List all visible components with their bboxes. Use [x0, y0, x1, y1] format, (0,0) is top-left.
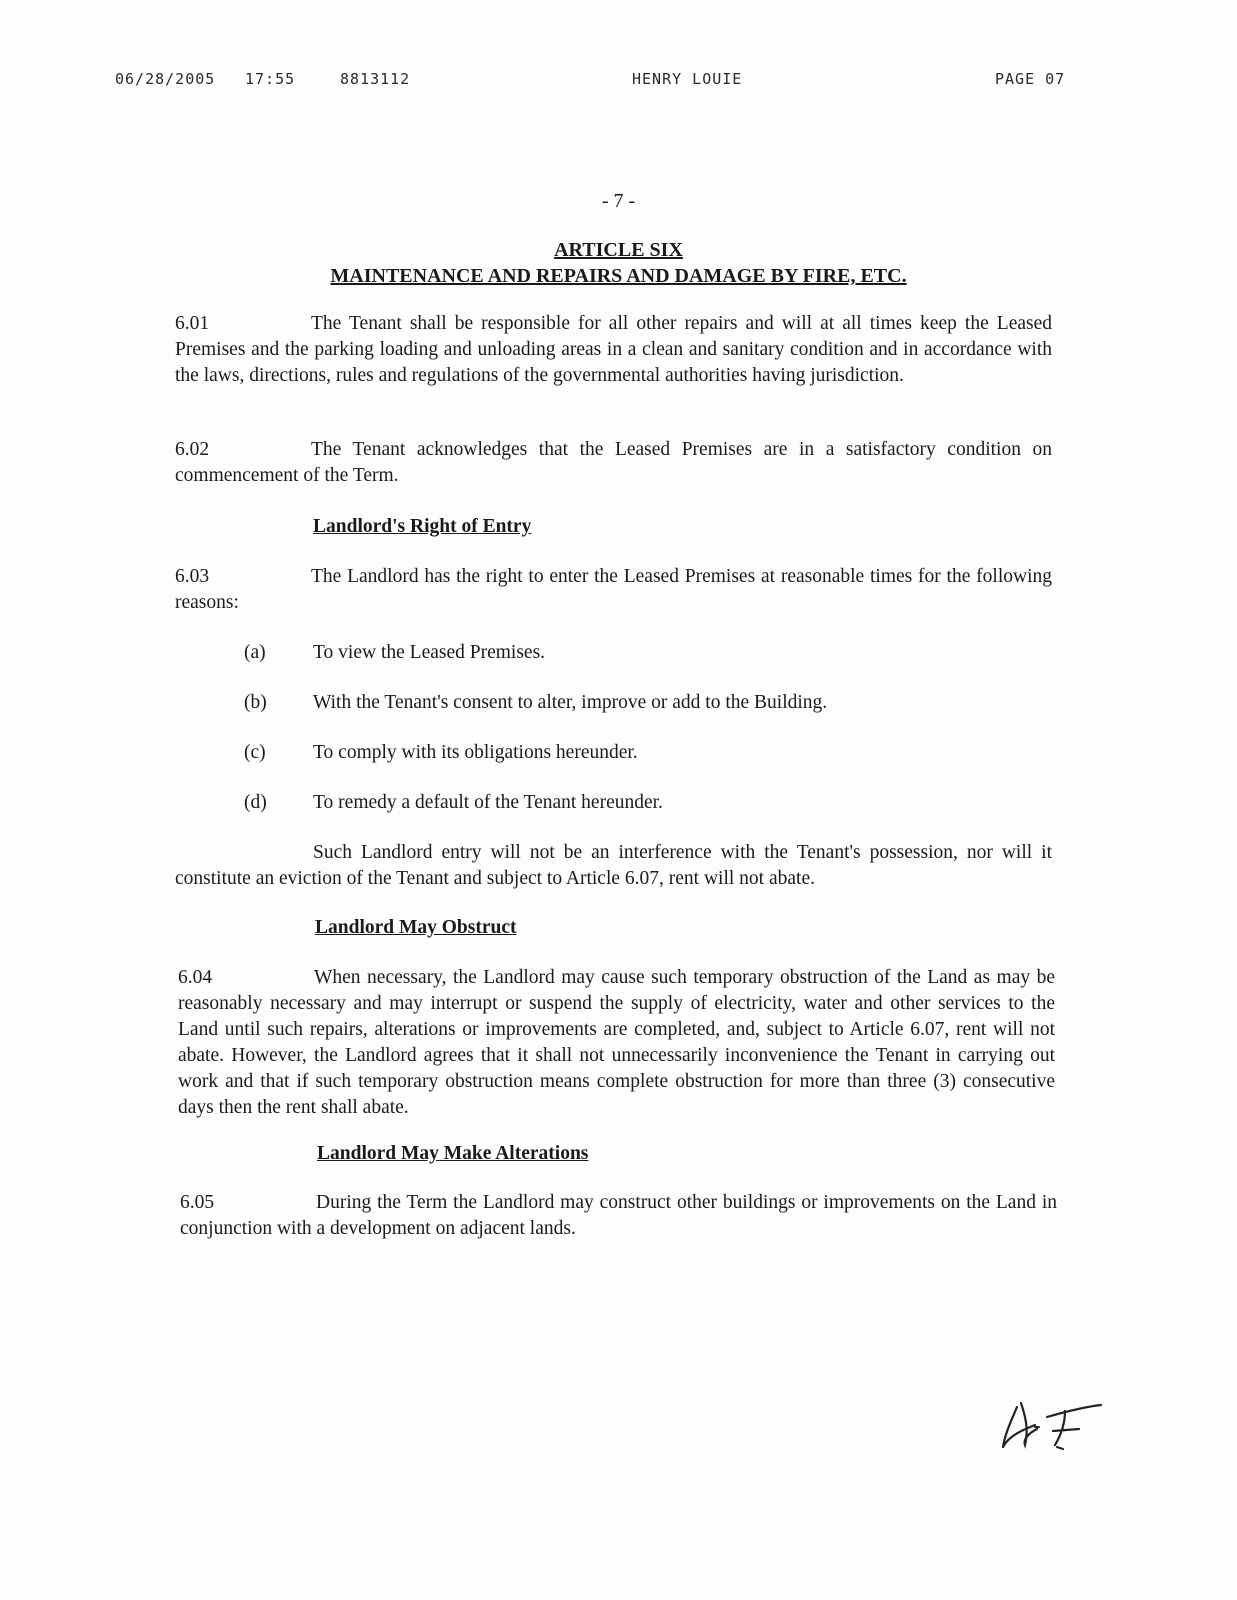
list-label: (a) [244, 642, 266, 663]
list-item-d [244, 790, 663, 816]
clause-6-04 [178, 965, 1055, 1121]
clause-text: When necessary, the Landlord may cause such temporary obstruction of the Land as may be reasonably necessary and may interrupt or suspend the supply of electricity, water and other services to the Land until such repairs, alterations or improvements are completed, and, subject to Article 6.07, rent will not abate. However, the Landlord agrees that it shall not unnecessarily inconvenience the Tenant in carrying out work and that if such temporary obstruction means complete obstruction for more than three (3) consecutive days then the rent shall abate. [178, 967, 1055, 1118]
clause-number: 6.05 [180, 1192, 215, 1213]
section-heading-may-make-alterations: Landlord May Make Alterations [317, 1143, 589, 1164]
clause-text: During the Term the Landlord may construct other buildings or improvements on the Land in conjunction with a development on adjacent lands. [180, 1192, 1057, 1239]
clause-6-01 [175, 311, 1052, 389]
article-title: ARTICLE SIX [554, 239, 683, 261]
clause-6-03 [175, 564, 1052, 616]
page-number: - 7 - [601, 190, 636, 212]
list-item-b [244, 690, 827, 716]
clause-number: 6.02 [175, 439, 210, 460]
clause-number: 6.03 [175, 566, 210, 587]
entry-closing-paragraph: Such Landlord entry will not be an interference with the Tenant's possession, nor will it constitute an eviction of the Tenant and subject to Article 6.07, rent will not abate. [175, 842, 1052, 889]
list-label: (c) [244, 742, 266, 763]
section-heading-may-obstruct: Landlord May Obstruct [315, 917, 517, 938]
fax-time: 17:55 [245, 70, 296, 88]
clause-6-02 [175, 437, 1052, 489]
list-item-c [244, 740, 638, 766]
fax-date: 06/28/2005 [115, 70, 216, 88]
fax-page: PAGE 07 [995, 70, 1066, 88]
fax-number: 8813112 [340, 70, 411, 88]
clause-text: The Landlord has the right to enter the Leased Premises at reasonable times for the following reasons: [175, 566, 1052, 613]
list-item-a [244, 640, 545, 666]
list-text: To remedy a default of the Tenant hereunder. [313, 792, 663, 813]
section-heading-right-of-entry: Landlord's Right of Entry [313, 516, 532, 537]
list-text: To view the Leased Premises. [313, 642, 546, 663]
list-text: To comply with its obligations hereunder. [313, 742, 638, 763]
clause-text: The Tenant shall be responsible for all other repairs and will at all times keep the Leased Premises and the parking loading and unloading areas in a clean and sanitary condition and in accordance with the laws, directions, rules and regulations of the governmental authorities having jurisdiction. [175, 313, 1052, 386]
article-heading [0, 237, 1237, 289]
clause-number: 6.01 [175, 313, 210, 334]
clause-text: The Tenant acknowledges that the Leased Premises are in a satisfactory condition on commencement of the Term. [175, 439, 1052, 486]
clause-6-05 [180, 1190, 1057, 1242]
handwritten-initials [995, 1395, 1105, 1455]
clause-number: 6.04 [178, 967, 213, 988]
list-label: (d) [244, 792, 267, 813]
list-label: (b) [244, 692, 267, 713]
list-text: With the Tenant's consent to alter, improve or add to the Building. [313, 692, 828, 713]
fax-header [115, 70, 1085, 90]
article-subtitle: MAINTENANCE AND REPAIRS AND DAMAGE BY FIRE, ETC. [330, 265, 907, 287]
fax-sender: HENRY LOUIE [632, 70, 743, 88]
